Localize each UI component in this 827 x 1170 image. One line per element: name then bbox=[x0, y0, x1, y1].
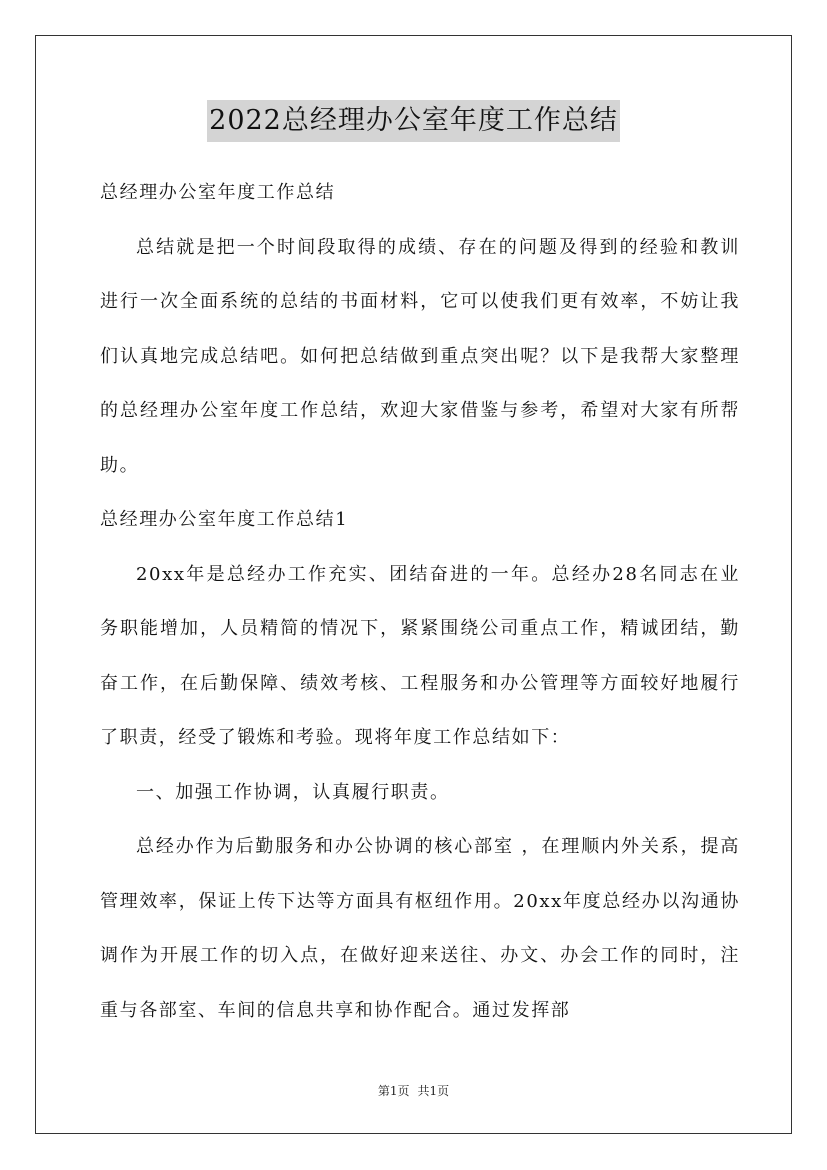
page-number: 第1页 bbox=[377, 1084, 410, 1098]
document-title: 2022总经理办公室年度工作总结 bbox=[207, 100, 620, 142]
document-body bbox=[100, 166, 740, 1038]
paragraph-point-one-body: 总经办作为后勤服务和办公协调的核心部室 ，在理顺内外关系，提高管理效率，保证上传下达等方面具有枢纽作用。20xx年度总经办以沟通协调作为开展工作的切入点，在做好迎来送往、办文、办会工作的同时，注重与各部室、车间的信息共享和协作配合。通过发挥部 bbox=[100, 836, 740, 1021]
page-total: 共1页 bbox=[417, 1084, 450, 1098]
paragraph-overview: 20xx年是总经办工作充实、团结奋进的一年。总经办28名同志在业务职能增加，人员精简的情况下，紧紧围绕公司重点工作，精诚团结，勤奋工作，在后勤保障、绩效考核、工程服务和办公管理等方面较好地履行了职责，经受了锻炼和考验。现将年度工作总结如下： bbox=[100, 563, 740, 748]
paragraph-section-heading: 总经理办公室年度工作总结1 bbox=[100, 509, 349, 530]
paragraph-point-one-heading: 一、加强工作协调，认真履行职责。 bbox=[136, 781, 450, 803]
title-container bbox=[0, 100, 827, 142]
paragraph-subtitle: 总经理办公室年度工作总结 bbox=[100, 182, 336, 203]
page-footer bbox=[0, 1082, 827, 1099]
paragraph-intro: 总结就是把一个时间段取得的成绩、存在的问题及得到的经验和教训进行一次全面系统的总结的书面材料，它可以使我们更有效率，不妨让我们认真地完成总结吧。如何把总结做到重点突出呢？以下是我帮大家整理的总经理办公室年度工作总结，欢迎大家借鉴与参考，希望对大家有所帮助。 bbox=[100, 236, 740, 476]
